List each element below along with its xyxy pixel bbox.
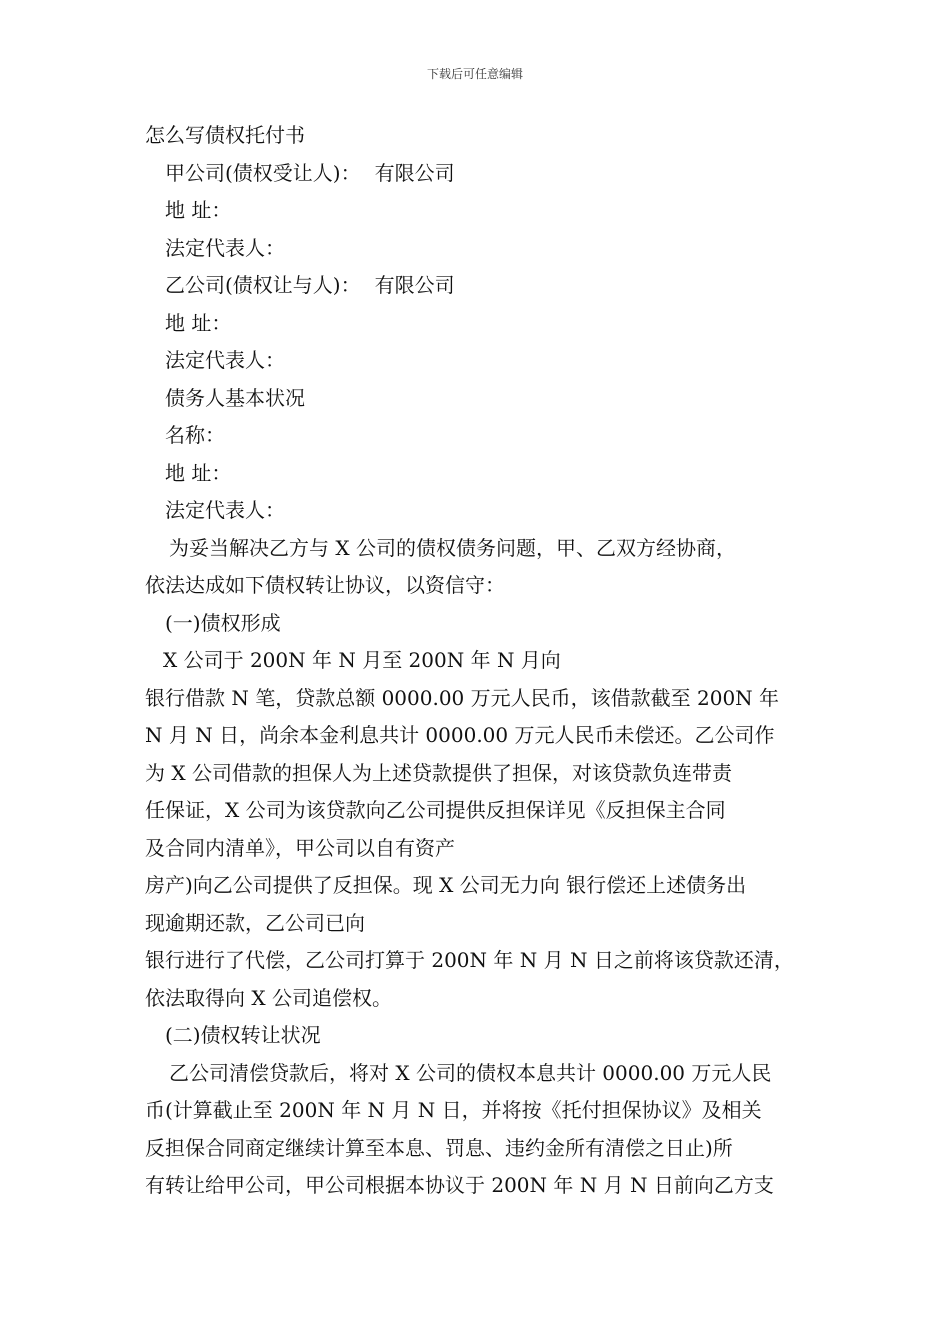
party-b-label: 乙公司(债权让与人)： — [165, 273, 361, 297]
section1-line: 现逾期还款，乙公司已向 — [145, 910, 365, 935]
debtor-name: 名称： — [165, 423, 225, 447]
document-title: 怎么写债权托付书 — [145, 123, 305, 147]
debtor-rep: 法定代表人： — [165, 498, 285, 522]
section1-line: N 月 N 日，尚余本金利息共计 0000.00 万元人民币未偿还。乙公司作 — [145, 723, 775, 747]
page-header: 下载后可任意编辑 — [426, 67, 523, 81]
section1-heading: (一)债权形成 — [165, 610, 281, 635]
intro-line: 为妥当解决乙方与 X 公司的债权债务问题，甲、乙双方经协商， — [169, 535, 736, 560]
intro-line: 依法达成如下债权转让协议，以资信守： — [145, 573, 505, 597]
section1-line: 任保证，X 公司为该贷款向乙公司提供反担保详见《反担保主合同 — [145, 798, 726, 822]
party-b-rep: 法定代表人： — [165, 348, 285, 372]
party-a-label: 甲公司(债权受让人)： — [165, 160, 361, 185]
debtor-heading: 债务人基本状况 — [165, 385, 305, 410]
section2-heading: (二)债权转让状况 — [165, 1023, 321, 1047]
party-a-rep: 法定代表人： — [165, 235, 285, 260]
section1-line: 及合同内清单》，甲公司以自有资产 — [145, 835, 455, 860]
party-a-address: 地 址： — [165, 198, 232, 222]
document-body — [145, 117, 825, 1205]
section2-line: 乙公司清偿贷款后，将对 X 公司的债权本息共计 0000.00 万元人民 — [169, 1060, 772, 1085]
section1-line: 银行借款 N 笔，贷款总额 0000.00 万元人民币，该借款截至 200N 年 — [145, 685, 780, 710]
section1-line: 银行进行了代偿，乙公司打算于 200N 年 N 月 N 日之前将该贷款还清， — [145, 948, 794, 972]
party-b-address: 地 址： — [165, 310, 232, 335]
debtor-address: 地 址： — [165, 460, 232, 485]
section1-line: 依法取得向 X 公司追偿权。 — [145, 985, 392, 1010]
section1-line: 为 X 公司借款的担保人为上述贷款提供了担保，对该贷款负连带责 — [145, 760, 732, 785]
section2-line: 有转让给甲公司，甲公司根据本协议于 200N 年 N 月 N 日前向乙方支 — [145, 1173, 774, 1197]
section2-line: 币(计算截止至 200N 年 N 月 N 日，并将按《托付担保协议》及相关 — [145, 1098, 762, 1122]
section1-line: 房产)向乙公司提供了反担保。现 X 公司无力向 银行偿还上述债务出 — [145, 873, 747, 897]
section2-line: 反担保合同商定继续计算至本息、罚息、违约金所有清偿之日止)所 — [145, 1135, 733, 1160]
section1-line: X 公司于 200N 年 N 月至 200N 年 N 月向 — [163, 648, 561, 672]
party-a-name: 有限公司 — [374, 160, 455, 185]
party-a-line — [145, 155, 825, 193]
party-b-name: 有限公司 — [374, 273, 455, 297]
party-b-line — [145, 267, 825, 305]
